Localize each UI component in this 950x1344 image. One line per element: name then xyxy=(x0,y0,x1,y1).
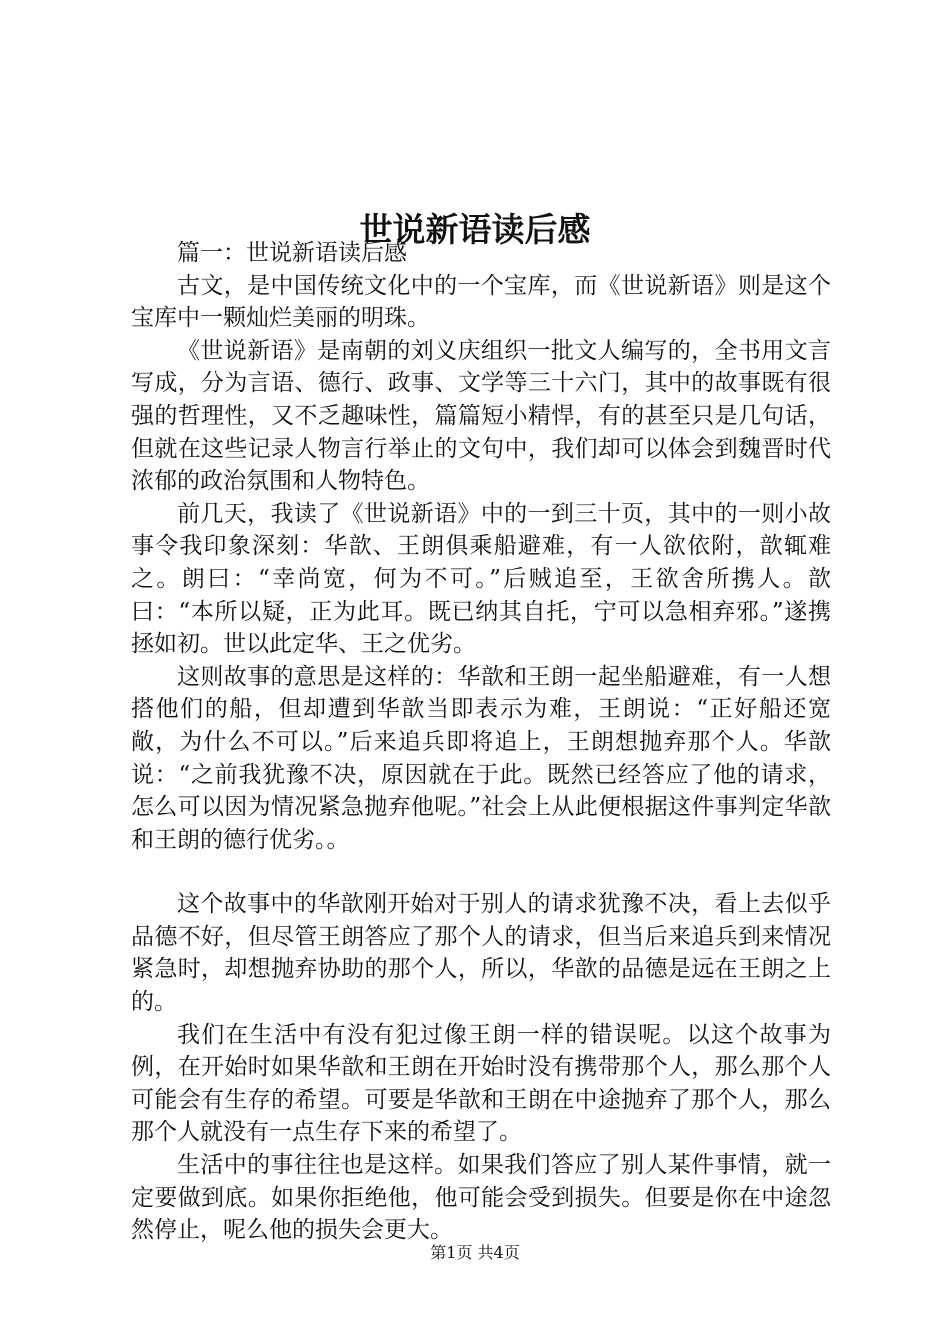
paragraph: 生活中的事往往也是这样。如果我们答应了别人某件事情，就一定要做到底。如果你拒绝他，他可能会受到损失。但要是你在中途忽然停止，呢么他的损失会更大。 xyxy=(131,1152,831,1244)
paragraph: 前几天，我读了《世说新语》中的一到三十页，其中的一则小故事令我印象深刻：华歆、王朗俱乘船避难，有一人欲依附，歆辄难之。朗曰：“幸尚宽，何为不可。”后贼追至，王欲舍所携人。歆曰：“本所以疑，正为此耳。既已纳其自托，宁可以急相弃邪。”遂携拯如初。世以此定华、王之优劣。 xyxy=(131,500,831,658)
paragraph: 我们在生活中有没有犯过像王朗一样的错误呢。以这个故事为例，在开始时如果华歆和王朗在开始时没有携带那个人，那么那个人可能会有生存的希望。可要是华歆和王朗在中途抛弃了那个人，那么那个人就没有一点生存下来的希望了。 xyxy=(131,1021,831,1146)
paragraph: 这个故事中的华歆刚开始对于别人的请求犹豫不决，看上去似乎品德不好，但尽管王朗答应了那个人的请求，但当后来追兵到来情况紧急时，却想抛弃协助的那个人，所以，华歆的品德是远在王朗之上的。 xyxy=(131,891,831,1016)
document-body xyxy=(131,237,831,1247)
paragraph: 古文，是中国传统文化中的一个宝库，而《世说新语》则是这个宝库中一颗灿烂美丽的明珠。 xyxy=(131,272,831,332)
document-title: 世说新语读后感 xyxy=(359,210,591,250)
paragraph: 《世说新语》是南朝的刘义庆组织一批文人编写的，全书用文言写成，分为言语、德行、政事、文学等三十六门，其中的故事既有很强的哲理性，又不乏趣味性，篇篇短小精悍，有的甚至只是几句话，但就在这些记录人物言行举止的文句中，我们却可以体会到魏晋时代浓郁的政治氛围和人物特色。 xyxy=(131,337,831,495)
section-heading: 篇一：世说新语读后感 xyxy=(177,240,407,266)
page-footer: 第1页 共4页 xyxy=(430,1243,520,1262)
paragraph: 这则故事的意思是这样的：华歆和王朗一起坐船避难，有一人想搭他们的船，但却遭到华歆当即表示为难，王朗说：“正好船还宽敞，为什么不可以。”后来追兵即将追上，王朗想抛弃那个人。华歆说：“之前我犹豫不决，原因就在于此。既然已经答应了他的请求，怎么可以因为情况紧急抛弃他呢。”社会上从此便根据这件事判定华歆和王朗的德行优劣。。 xyxy=(131,663,831,853)
